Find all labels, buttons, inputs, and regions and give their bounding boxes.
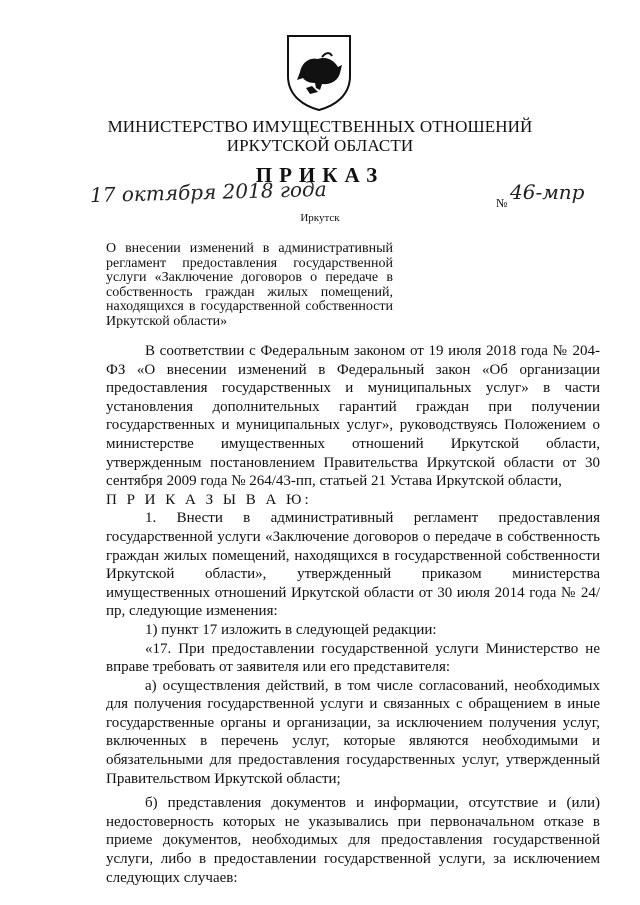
prikazyvayu-heading: П Р И К А З Ы В А Ю: xyxy=(106,491,312,508)
city: Иркутск xyxy=(300,212,340,224)
ministry-line-1: МИНИСТЕРСТВО ИМУЩЕСТВЕННЫХ ОТНОШЕНИЙ xyxy=(107,117,533,136)
item-1-1-paragraph: 1) пункт 17 изложить в следующей редакции: xyxy=(145,621,437,638)
order-body xyxy=(106,342,600,887)
order-number-label: № xyxy=(496,196,508,210)
point-17-a-paragraph: а) осуществления действий, в том числе согласований, необходимых для получения государственной услуги и связанных с обращением в иные государственные органы и организации, за исключением получения услуг, включенных в перечень услуг, которые являются необходимыми и обязательными для предоставления государственных услуг, утвержденный Правительством Иркутской области; xyxy=(106,677,600,787)
preamble-paragraph: В соответствии с Федеральным законом от 19 июля 2018 года № 204-ФЗ «О внесении изменений в Федеральный закон «Об организации предоставления государственных и муниципальных услуг» в части установления дополнительных гарантий граждан при получении государственных и муниципальных услуг», руководствуясь Положением о министерстве имущественных отношений Иркутской области, утвержденным постановлением Правительства Иркутской области от 30 сентября 2009 года № 264/43-пп, статьей 21 Устава Иркутской области, xyxy=(106,343,600,490)
ministry-line-2: ИРКУТСКОЙ ОБЛАСТИ xyxy=(226,136,414,155)
point-17-b-paragraph: б) представления документов и информации, отсутствие и (или) недостоверность которых не указывались при первоначальном отказе в приеме документов, необходимых для предоставления государственной услуги, либо в предоставлении государственной услуги, за исключением следующих случаев: xyxy=(106,795,600,886)
order-subject: О внесении изменений в административный регламент предоставления государственной услуги «Заключение договоров о передаче в собственность граждан жилых помещений, находящихся в государственной собственности Иркутской области» xyxy=(106,241,393,329)
point-17-paragraph: «17. При предоставлении государственной услуги Министерство не вправе требовать от заявителя или его представителя: xyxy=(106,640,600,676)
ministry-name xyxy=(0,117,640,155)
order-title: ПРИКАЗ xyxy=(255,163,385,187)
coat-of-arms-icon xyxy=(282,32,356,112)
order-date-handwritten: 17 октября 2018 года xyxy=(89,176,327,208)
order-number-handwritten: 46-мпр xyxy=(510,180,585,204)
item-1-paragraph: 1. Внести в административный регламент предоставления государственной услуги «Заключение договоров о передаче в собственность граждан жилых помещений, находящихся в государственной собственности Иркутской области», утвержденный приказом министерства имущественных отношений Иркутской области от 30 июля 2014 года № 24/пр, следующие изменения: xyxy=(106,510,600,620)
